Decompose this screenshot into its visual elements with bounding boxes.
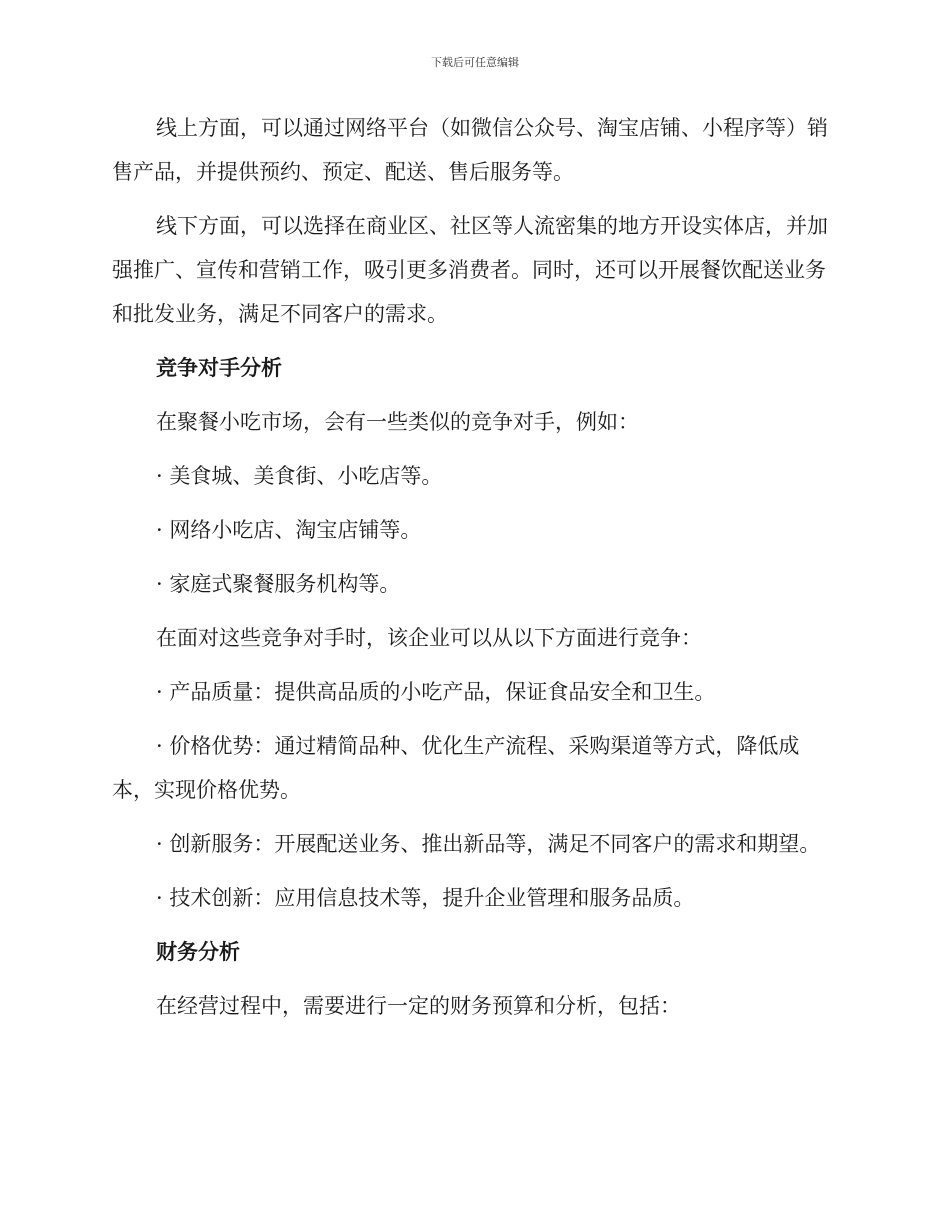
heading-financial-analysis: 财务分析 [156,940,240,964]
paragraph-competition-intro: 在面对这些竞争对手时，该企业可以从以下方面进行竞争： [156,626,702,650]
list-item: · 产品质量：提供高品质的小吃产品，保证食品安全和卫生。 [156,680,716,704]
paragraph-competitors-intro: 在聚餐小吃市场，会有一些类似的竞争对手，例如： [156,410,639,434]
paragraph-financial-intro: 在经营过程中，需要进行一定的财务预算和分析，包括： [156,994,681,1018]
list-item: · 技术创新：应用信息技术等，提升企业管理和服务品质。 [156,886,695,910]
paragraph-offline: 线下方面，可以选择在商业区、社区等人流密集的地方开设实体店，并加强推广、宣传和营销工作，吸引更多消费者。同时，还可以开展餐饮配送业务和批发业务，满足不同客户的需求。 [112,214,828,326]
list-item: · 价格优势：通过精简品种、优化生产流程、采购渠道等方式，降低成本，实现价格优势。 [112,734,800,802]
document-body [112,106,838,1038]
page-header: 下载后可任意编辑 [431,56,519,69]
heading-competitor-analysis: 竞争对手分析 [156,356,282,380]
list-item: · 家庭式聚餐服务机构等。 [156,572,401,596]
list-item: · 创新服务：开展配送业务、推出新品等，满足不同客户的需求和期望。 [156,832,821,856]
list-item: · 美食城、美食街、小吃店等。 [156,464,443,488]
paragraph-online: 线上方面，可以通过网络平台（如微信公众号、淘宝店铺、小程序等）销售产品，并提供预约、预定、配送、售后服务等。 [112,116,828,184]
list-item: · 网络小吃店、淘宝店铺等。 [156,518,422,542]
